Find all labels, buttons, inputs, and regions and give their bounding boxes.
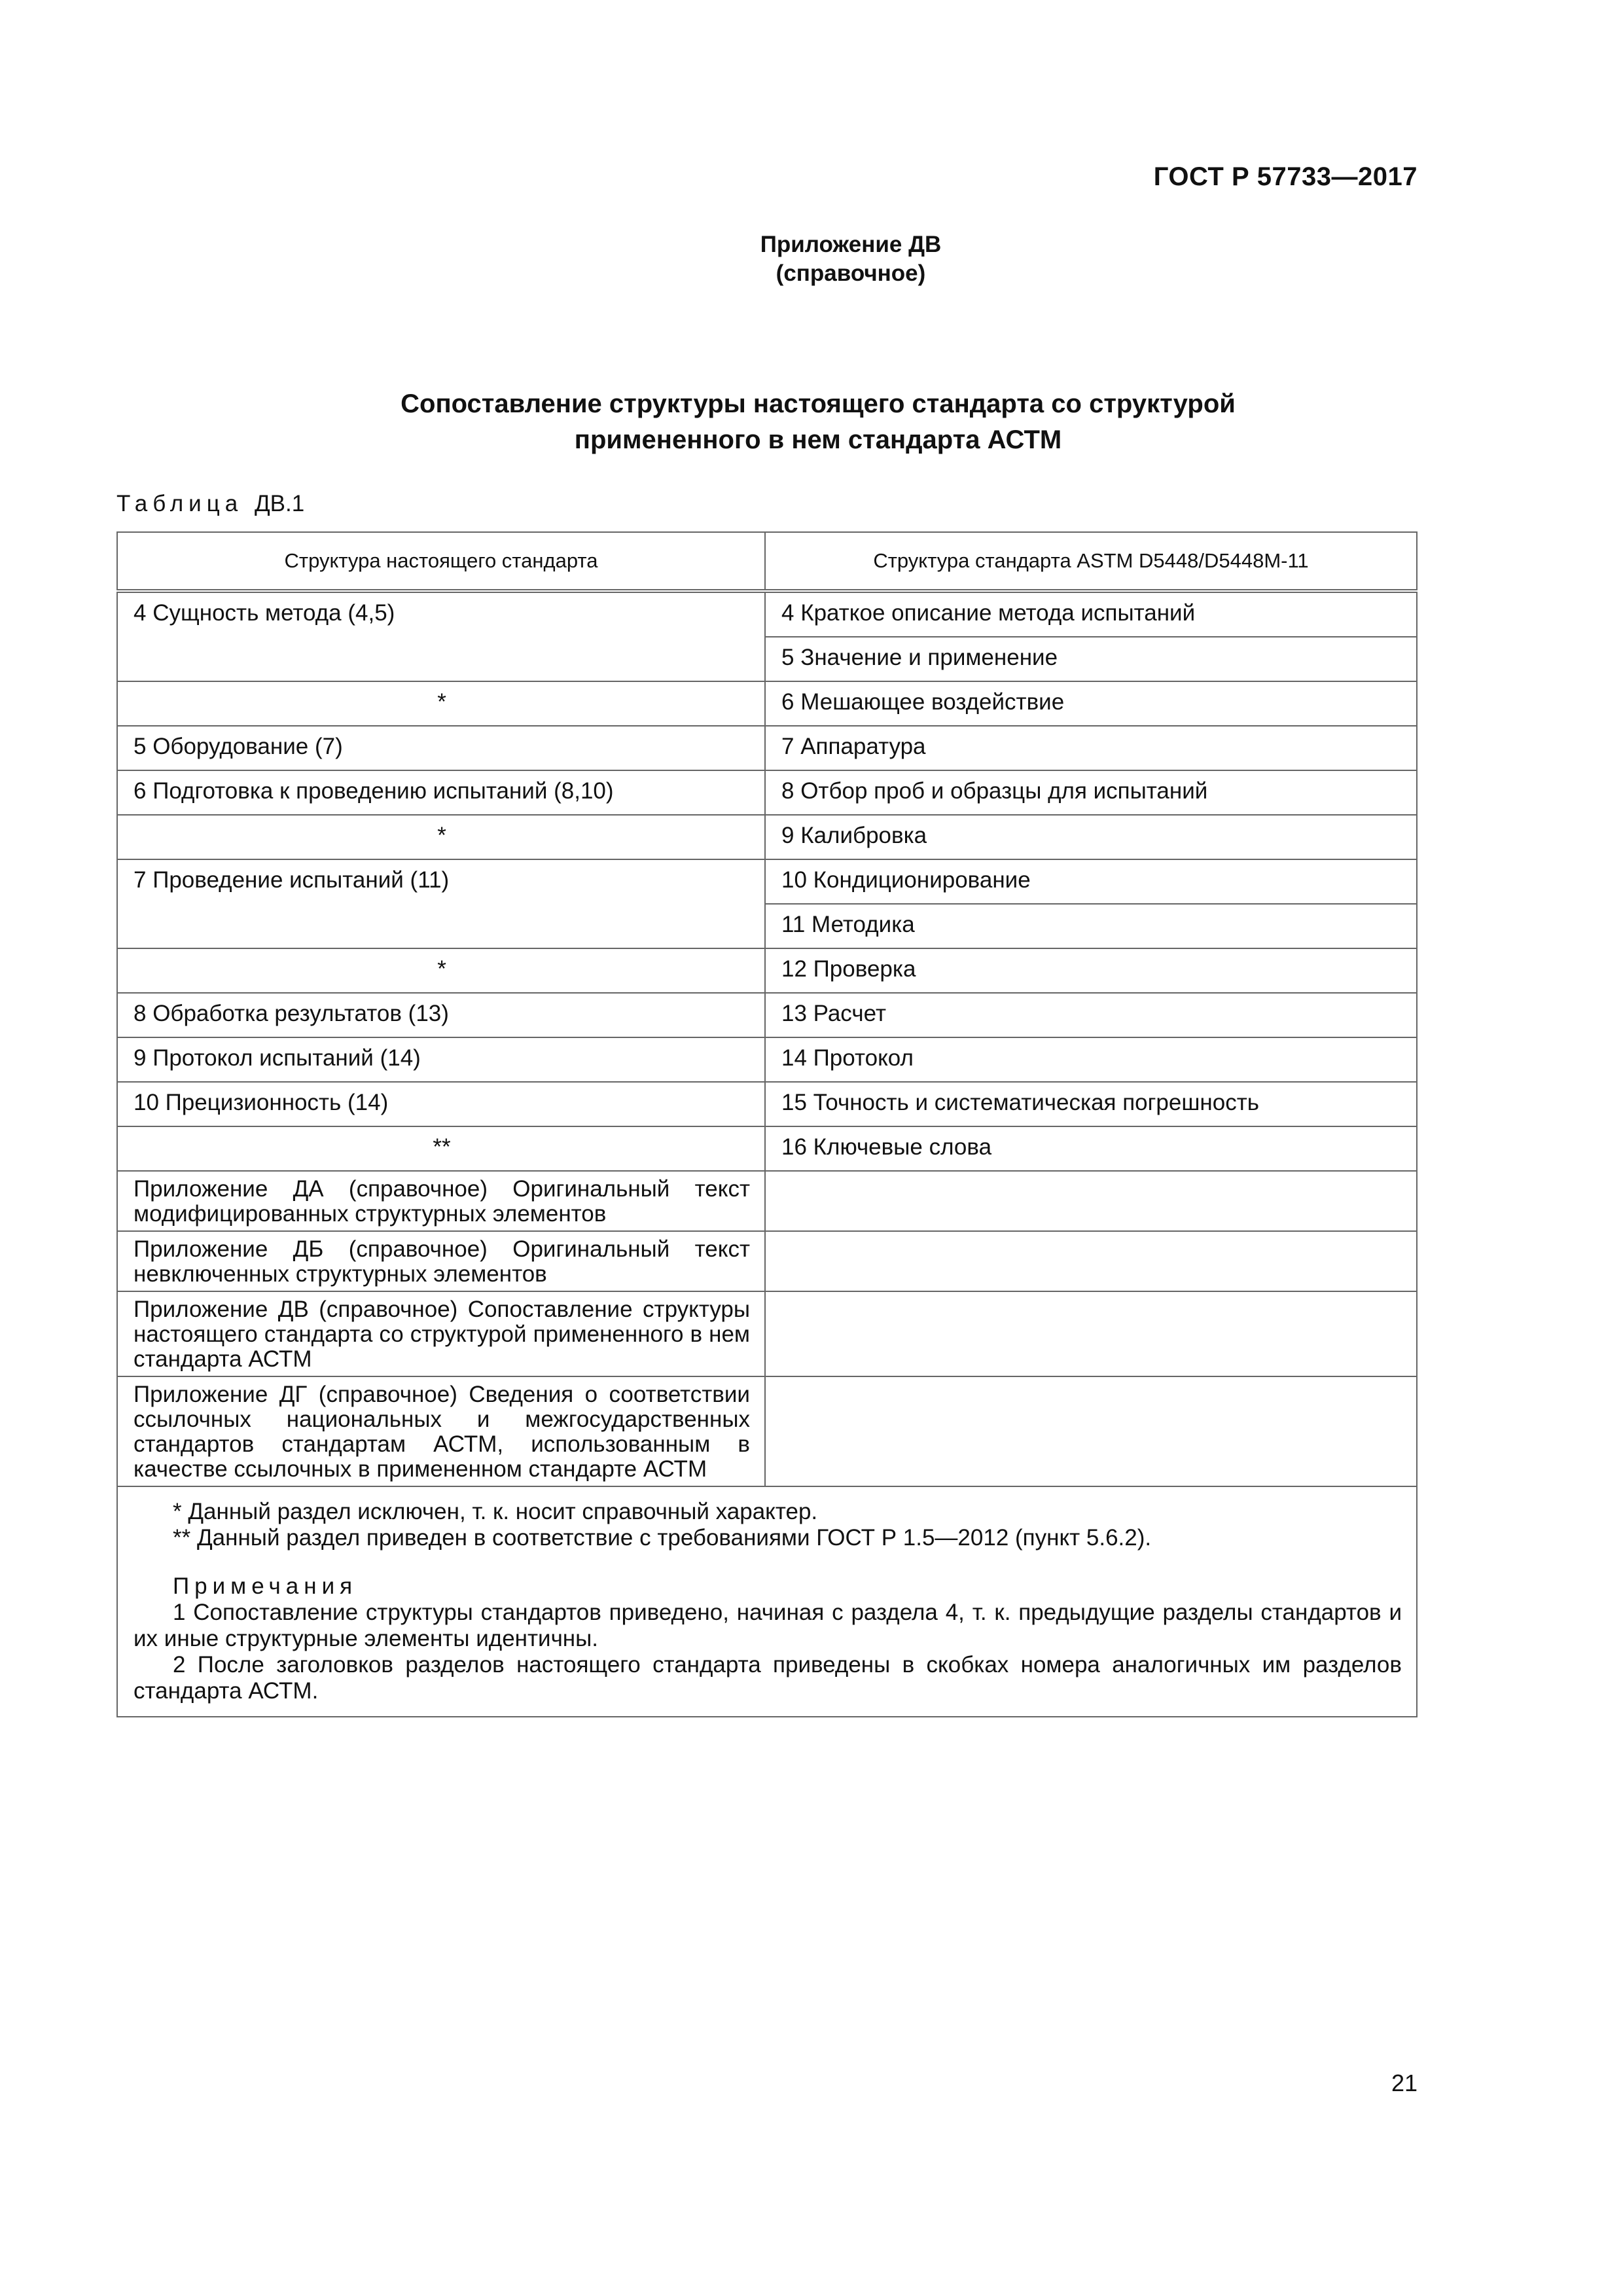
table-row [117,948,1417,993]
table-row [117,1171,1417,1231]
table-cell-left: * [117,948,765,993]
table-cell-left: 6 Подготовка к проведению испытаний (8,10) [117,770,765,815]
table-row [117,1376,1417,1486]
page-title-line-2: примененного в нем стандарта АСТМ [574,425,1062,454]
table-footnotes [117,1486,1417,1717]
note-2: 2 После заголовков разделов настоящего стандарта приведены в скобках номера аналогичных им разделов стандарта АСТМ. [134,1652,1402,1704]
table-cell-right: 13 Расчет [765,993,1417,1037]
table-row [117,993,1417,1037]
table-caption-number: ДВ.1 [254,491,305,516]
table-cell-left: 4 Сущность метода (4,5) [117,591,765,681]
table-cell-right: 4 Краткое описание метода испытаний [765,591,1417,637]
table-cell-left: 5 Оборудование (7) [117,726,765,770]
table-cell-right: 8 Отбор проб и образцы для испытаний [765,770,1417,815]
table-cell-right: 12 Проверка [765,948,1417,993]
table-cell-right: 10 Кондиционирование [765,859,1417,904]
structure-comparison-table [116,531,1418,1717]
table-cell-right: 7 Аппаратура [765,726,1417,770]
table-cell-right: 9 Калибровка [765,815,1417,859]
table-row [117,1126,1417,1171]
table-cell-left: * [117,815,765,859]
table-cell-right-empty [765,1171,1417,1231]
page-title [0,386,1623,458]
table-caption [116,491,304,517]
table-cell-left: Приложение ДВ (справочное) Сопоставление структуры настоящего стандарта со структурой примененного в нем стандарта АСТМ [117,1291,765,1376]
table-cell-left: ** [117,1126,765,1171]
table-row [117,681,1417,726]
column-header-astm-standard: Структура стандарта ASTM D5448/D5448M-11 [765,532,1417,591]
table-cell-right-empty [765,1231,1417,1291]
note-1: 1 Сопоставление структуры стандартов приведено, начиная с раздела 4, т. к. предыдущие разделы стандартов и их иные структурные элементы идентичны. [134,1600,1402,1651]
table-cell-right: 5 Значение и применение [765,637,1417,681]
annex-heading [0,230,1623,288]
table-row [117,1291,1417,1376]
table-row [117,591,1417,637]
table-cell-left: Приложение ДА (справочное) Оригинальный текст модифицированных структурных элементов [117,1171,765,1231]
table-cell-left: Приложение ДГ (справочное) Сведения о соответствии ссылочных национальных и межгосударственных стандартов стандартам АСТМ, использованным в качестве ссылочных в примененном стандарте АСТМ [117,1376,765,1486]
table-cell-right: 15 Точность и систематическая погрешность [765,1082,1417,1126]
table-row [117,859,1417,904]
footnote-double-star: ** Данный раздел приведен в соответствие с требованиями ГОСТ Р 1.5—2012 (пункт 5.6.2). [173,1525,1152,1551]
table-cell-left: 7 Проведение испытаний (11) [117,859,765,948]
table-footnotes-row [117,1486,1417,1717]
document-code: ГОСТ Р 57733—2017 [1153,162,1418,191]
notes-heading: Примечания [173,1573,358,1599]
table-caption-word: Таблица [116,491,243,516]
table-cell-right: 6 Мешающее воздействие [765,681,1417,726]
table-cell-left: 9 Протокол испытаний (14) [117,1037,765,1082]
table-row [117,770,1417,815]
footnote-single-star: * Данный раздел исключен, т. к. носит справочный характер. [173,1499,818,1524]
column-header-current-standard: Структура настоящего стандарта [117,532,765,591]
annex-title: Приложение ДВ [760,232,942,257]
table-cell-right: 16 Ключевые слова [765,1126,1417,1171]
table-cell-left: 8 Обработка результатов (13) [117,993,765,1037]
table-row [117,1082,1417,1126]
page-number: 21 [1391,2070,1418,2096]
page-title-line-1: Сопоставление структуры настоящего стандарта со структурой [401,389,1236,418]
table-cell-right: 14 Протокол [765,1037,1417,1082]
table-row [117,815,1417,859]
table-row [117,726,1417,770]
table-cell-right: 11 Методика [765,904,1417,948]
table-cell-left: * [117,681,765,726]
annex-subtitle: (справочное) [776,260,926,286]
table-cell-left: 10 Прецизионность (14) [117,1082,765,1126]
table-cell-right-empty [765,1291,1417,1376]
table-row [117,1231,1417,1291]
table-cell-left: Приложение ДБ (справочное) Оригинальный текст невключенных структурных элементов [117,1231,765,1291]
table-row [117,1037,1417,1082]
table-cell-right-empty [765,1376,1417,1486]
table-header-row [117,532,1417,591]
